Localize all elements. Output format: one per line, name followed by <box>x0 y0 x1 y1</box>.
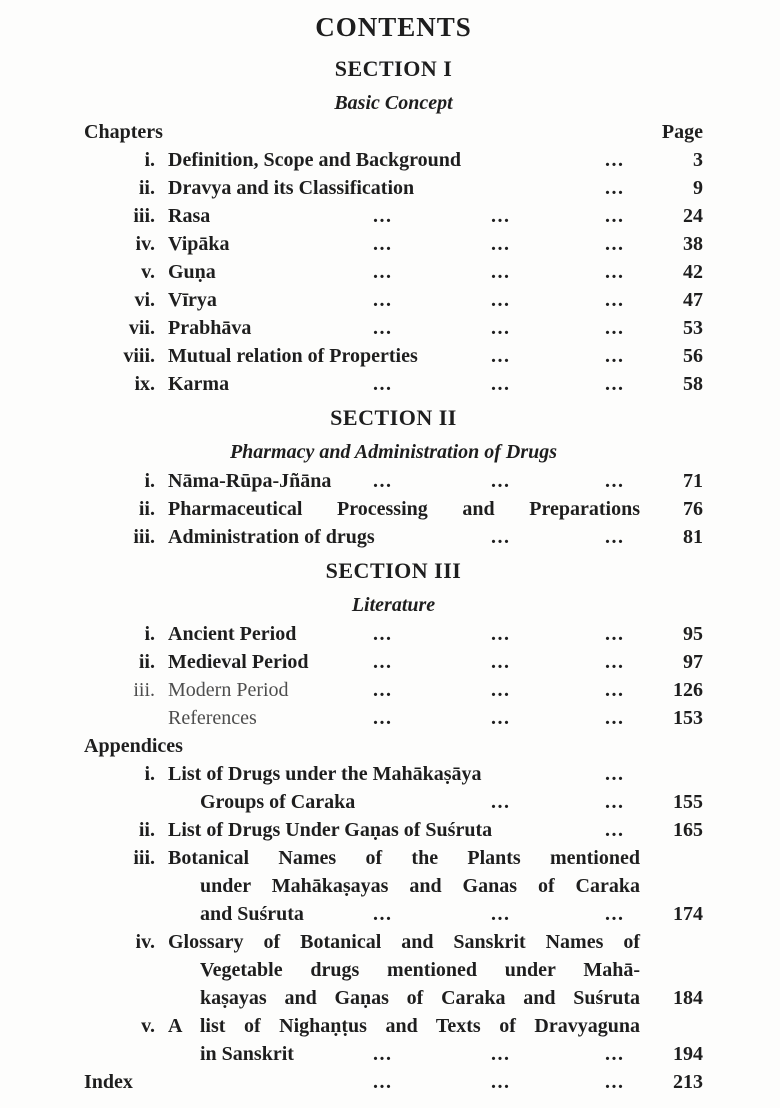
page-title: CONTENTS <box>315 12 472 42</box>
section-heading: SECTION II <box>330 405 457 430</box>
dot-leader: ... <box>491 373 511 395</box>
entry-body <box>168 495 646 523</box>
entry-title: Rasa <box>168 205 211 227</box>
toc <box>84 10 703 1096</box>
entry-body <box>168 928 646 956</box>
toc-entry-row <box>84 1068 703 1096</box>
entry-title: in Sanskrit <box>200 1043 294 1065</box>
entry-body <box>168 956 646 984</box>
dot-leader: ... <box>491 791 511 813</box>
page-number: 47 <box>683 289 703 311</box>
page-number: 38 <box>683 233 703 255</box>
entry-body <box>168 523 646 551</box>
dot-leader: ... <box>605 651 625 673</box>
chapters-column-label: Chapters <box>84 121 163 143</box>
page-number: 53 <box>683 317 703 339</box>
page-number: 153 <box>673 707 703 729</box>
entry-numeral: ii. <box>138 498 155 520</box>
dot-leader: ... <box>605 373 625 395</box>
page-number: 97 <box>683 651 703 673</box>
dot-leader: ... <box>605 470 625 492</box>
entry-body <box>168 872 646 900</box>
entry-body <box>168 900 646 928</box>
dot-leader: ... <box>605 903 625 925</box>
page-column-label: Page <box>661 121 703 143</box>
section-heading: SECTION III <box>325 558 462 583</box>
toc-entry-row <box>84 620 703 648</box>
dot-leader: ... <box>491 345 511 367</box>
page-number: 184 <box>673 987 703 1009</box>
page-number: 165 <box>673 819 703 841</box>
entry-title: List of Drugs Under Gaṇas of Suśruta <box>168 819 493 841</box>
dot-leader: ... <box>373 623 393 645</box>
entry-title: Medieval Period <box>168 651 309 673</box>
toc-entry-row <box>84 495 703 523</box>
section-heading: SECTION I <box>334 56 453 81</box>
entry-numeral: iv. <box>135 931 155 953</box>
entry-numeral: v. <box>141 1015 155 1037</box>
toc-entry-row <box>84 1012 703 1040</box>
toc-entry-row <box>84 230 703 258</box>
entry-numeral: iii. <box>133 847 155 869</box>
dot-leader: ... <box>605 707 625 729</box>
dot-leader: ... <box>605 819 625 841</box>
entry-body <box>168 286 646 314</box>
entry-body <box>168 370 646 398</box>
toc-entry-row <box>84 760 703 788</box>
dot-leader: ... <box>373 205 393 227</box>
dot-leader: ... <box>491 651 511 673</box>
toc-entry-row <box>84 788 703 816</box>
entry-title: References <box>168 707 257 729</box>
toc-entry-row <box>84 174 703 202</box>
toc-entry-row <box>84 314 703 342</box>
dot-leader: ... <box>491 1071 511 1093</box>
entry-numeral: ii. <box>138 819 155 841</box>
toc-entry-row <box>84 202 703 230</box>
dot-leader: ... <box>373 373 393 395</box>
toc-entry-row <box>84 732 703 760</box>
dot-leader: ... <box>373 707 393 729</box>
dot-leader: ... <box>491 205 511 227</box>
entry-numeral: iii. <box>133 679 155 701</box>
page-number: 58 <box>683 373 703 395</box>
dot-leader: ... <box>605 345 625 367</box>
entry-numeral: v. <box>141 261 155 283</box>
entry-body <box>168 230 646 258</box>
page-number: 42 <box>683 261 703 283</box>
page-number: 174 <box>673 903 703 925</box>
dot-leader: ... <box>491 317 511 339</box>
entry-body <box>168 816 646 844</box>
entry-body <box>168 984 646 1012</box>
entry-body <box>168 676 646 704</box>
entry-body <box>168 760 646 788</box>
dot-leader: ... <box>491 470 511 492</box>
toc-entry-row <box>84 286 703 314</box>
page-number: 155 <box>673 791 703 813</box>
dot-leader: ... <box>605 289 625 311</box>
dot-leader: ... <box>373 679 393 701</box>
dot-leader: ... <box>491 707 511 729</box>
entry-numeral: vi. <box>134 289 155 311</box>
dot-leader: ... <box>373 651 393 673</box>
dot-leader: ... <box>491 289 511 311</box>
dot-leader: ... <box>491 903 511 925</box>
dot-leader: ... <box>605 679 625 701</box>
entry-title: and Suśruta <box>200 903 304 925</box>
dot-leader: ... <box>373 903 393 925</box>
entry-title: A list of Nighaṇṭus and Texts of Dravyaguna <box>168 1015 640 1037</box>
entry-numeral: ii. <box>138 177 155 199</box>
entry-numeral: i. <box>144 470 155 492</box>
entry-title: Dravya and its Classification <box>168 177 415 199</box>
entry-numeral: iii. <box>133 526 155 548</box>
entry-body <box>84 1068 646 1096</box>
dot-leader: ... <box>491 233 511 255</box>
toc-entry-row <box>84 342 703 370</box>
entry-numeral: iv. <box>135 233 155 255</box>
entry-body <box>168 467 646 495</box>
entry-numeral: vii. <box>128 317 155 339</box>
entry-numeral: viii. <box>123 345 155 367</box>
entry-title: Index <box>84 1071 133 1093</box>
page-number: 56 <box>683 345 703 367</box>
dot-leader: ... <box>491 1043 511 1065</box>
entry-body <box>168 1012 646 1040</box>
toc-entry-row <box>84 844 703 872</box>
entry-body <box>168 620 646 648</box>
entry-title: Prabhāva <box>168 317 252 339</box>
dot-leader: ... <box>373 261 393 283</box>
entry-body <box>168 1040 646 1068</box>
entry-body <box>168 342 646 370</box>
entry-numeral: i. <box>144 623 155 645</box>
entry-title: Botanical Names of the Plants mentioned <box>168 847 640 869</box>
entry-title: Administration of drugs <box>168 526 375 548</box>
dot-leader: ... <box>373 1043 393 1065</box>
entry-title: Ancient Period <box>168 623 297 645</box>
toc-entry-row <box>84 370 703 398</box>
dot-leader: ... <box>491 526 511 548</box>
dot-leader: ... <box>605 149 625 171</box>
entry-title: Groups of Caraka <box>200 791 356 813</box>
dot-leader: ... <box>491 623 511 645</box>
dot-leader: ... <box>605 177 625 199</box>
dot-leader: ... <box>605 261 625 283</box>
section-subtitle: Literature <box>351 594 436 616</box>
dot-leader: ... <box>605 791 625 813</box>
entry-title: Pharmaceutical Processing and Preparations <box>168 498 640 520</box>
entry-body <box>168 314 646 342</box>
entry-title: kaṣayas and Gaṇas of Caraka and Suśruta <box>200 987 640 1009</box>
entry-title: Modern Period <box>168 679 289 701</box>
entry-body <box>168 174 646 202</box>
dot-leader: ... <box>605 1043 625 1065</box>
entry-body <box>84 732 646 760</box>
toc-entry-row <box>84 648 703 676</box>
dot-leader: ... <box>605 205 625 227</box>
entry-body <box>168 844 646 872</box>
entry-numeral: i. <box>144 149 155 171</box>
page-number: 95 <box>683 623 703 645</box>
toc-entry-row <box>84 872 703 900</box>
toc-entry-row <box>84 467 703 495</box>
dot-leader: ... <box>373 1071 393 1093</box>
entry-numeral: ii. <box>138 651 155 673</box>
page-number: 24 <box>683 205 703 227</box>
toc-entry-row <box>84 704 703 732</box>
dot-leader: ... <box>605 526 625 548</box>
entry-body <box>168 146 646 174</box>
entry-body <box>168 258 646 286</box>
entry-title: Glossary of Botanical and Sanskrit Names of <box>168 931 640 953</box>
toc-entry-row <box>84 676 703 704</box>
toc-entry-row <box>84 1040 703 1068</box>
entry-title: Appendices <box>84 735 183 757</box>
toc-entry-row <box>84 956 703 984</box>
entry-body <box>168 202 646 230</box>
dot-leader: ... <box>373 470 393 492</box>
entry-body <box>168 788 646 816</box>
dot-leader: ... <box>605 623 625 645</box>
page-number: 71 <box>683 470 703 492</box>
page-number: 9 <box>693 177 703 199</box>
page-number: 213 <box>673 1071 703 1093</box>
entry-title: List of Drugs under the Mahākaṣāya <box>168 763 482 785</box>
dot-leader: ... <box>491 261 511 283</box>
dot-leader: ... <box>373 233 393 255</box>
toc-entry-row <box>84 523 703 551</box>
toc-entry-row <box>84 984 703 1012</box>
entry-title: Nāma-Rūpa-Jñāna <box>168 470 332 492</box>
page-number: 76 <box>683 498 703 520</box>
entry-title: Vipāka <box>168 233 230 255</box>
section-subtitle: Pharmacy and Administration of Drugs <box>229 441 558 463</box>
entry-title: Vīrya <box>168 289 217 311</box>
entry-title: Karma <box>168 373 230 395</box>
toc-entry-row <box>84 816 703 844</box>
entry-title: Definition, Scope and Background <box>168 149 462 171</box>
dot-leader: ... <box>605 317 625 339</box>
entry-title: under Mahākaṣayas and Ganas of Caraka <box>200 875 640 897</box>
page-number: 126 <box>673 679 703 701</box>
page-number: 194 <box>673 1043 703 1065</box>
entry-body <box>168 648 646 676</box>
entry-body <box>168 704 646 732</box>
dot-leader: ... <box>491 679 511 701</box>
page-number: 3 <box>693 149 703 171</box>
toc-entry-row <box>84 928 703 956</box>
entry-numeral: ix. <box>134 373 155 395</box>
dot-leader: ... <box>605 233 625 255</box>
dot-leader: ... <box>373 289 393 311</box>
toc-entry-row <box>84 258 703 286</box>
entry-numeral: i. <box>144 763 155 785</box>
section-subtitle: Basic Concept <box>334 92 453 114</box>
entry-title: Vegetable drugs mentioned under Mahā- <box>200 959 640 981</box>
page-number: 81 <box>683 526 703 548</box>
toc-entry-row <box>84 900 703 928</box>
column-header-row <box>84 118 703 146</box>
entry-numeral: iii. <box>133 205 155 227</box>
entry-title: Guṇa <box>168 261 216 283</box>
dot-leader: ... <box>605 1071 625 1093</box>
dot-leader: ... <box>373 317 393 339</box>
dot-leader: ... <box>605 763 625 785</box>
entry-title: Mutual relation of Properties <box>168 345 418 367</box>
toc-entry-row <box>84 146 703 174</box>
